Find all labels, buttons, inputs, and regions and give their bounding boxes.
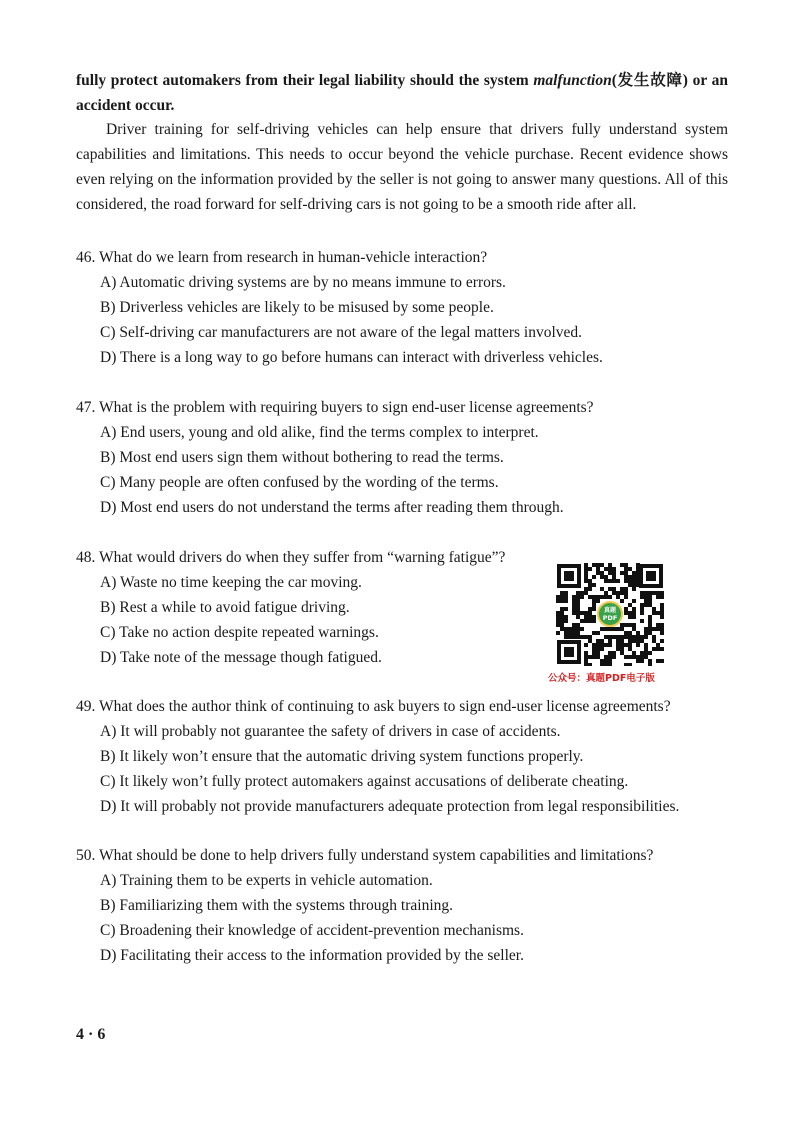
option-d: D) There is a long way to go before humans can interact with driverless vehicles. <box>100 349 603 366</box>
option-b: B) Driverless vehicles are likely to be misused by some people. <box>100 299 494 316</box>
option-c: C) Many people are often confused by the wording of the terms. <box>100 474 499 491</box>
question-stem: 46. What do we learn from research in human-vehicle interaction? <box>76 249 488 266</box>
question-stem: 49. What does the author think of continuing to ask buyers to sign end-user license agreements? <box>76 698 671 715</box>
option-b: B) Rest a while to avoid fatigue driving. <box>100 599 350 616</box>
passage-p1-before: fully protect automakers from their legal liability should the system <box>76 72 534 89</box>
qr-code[interactable] <box>555 562 665 666</box>
question-49 <box>76 694 736 819</box>
passage-paragraph-1 <box>76 68 728 118</box>
option-c: C) Broadening their knowledge of accident-prevention mechanisms. <box>100 922 524 939</box>
option-d: D) Take note of the message though fatigued. <box>100 649 382 666</box>
question-50 <box>76 843 736 968</box>
passage-paragraph-2: Driver training for self-driving vehicles can help ensure that drivers fully understand system capabilities and limitations. This needs to occur beyond the vehicle purchase. Recent evidence shows even relying on the information provided by the seller is not going to answer many questions. All of this considered, the road forward for self-driving cars is not going to be a smooth ride after all. <box>76 121 728 213</box>
option-b: B) Familiarizing them with the systems through training. <box>100 897 454 914</box>
question-stem: 47. What is the problem with requiring buyers to sign end-user license agreements? <box>76 399 594 416</box>
option-d: D) It will probably not provide manufacturers adequate protection from legal responsibilities. <box>100 798 680 815</box>
option-c: C) It likely won’t fully protect automakers against accusations of deliberate cheating. <box>100 773 629 790</box>
option-a: A) Automatic driving systems are by no means immune to errors. <box>100 274 506 291</box>
option-d: D) Facilitating their access to the information provided by the seller. <box>100 947 524 964</box>
option-a: A) End users, young and old alike, find the terms complex to interpret. <box>100 424 539 441</box>
question-stem: 48. What would drivers do when they suffer from “warning fatigue”? <box>76 549 506 566</box>
option-b: B) It likely won’t ensure that the automatic driving system functions properly. <box>100 748 584 765</box>
option-a: A) Waste no time keeping the car moving. <box>100 574 362 591</box>
question-47 <box>76 395 736 520</box>
question-stem: 50. What should be done to help drivers fully understand system capabilities and limitations? <box>76 847 654 864</box>
page-number: 4 · 6 <box>76 1026 106 1043</box>
option-a: A) It will probably not guarantee the safety of drivers in case of accidents. <box>100 723 561 740</box>
option-c: C) Self-driving car manufacturers are not aware of the legal matters involved. <box>100 324 583 341</box>
qr-caption: 公众号：真题PDF电子版 <box>548 673 655 684</box>
question-46 <box>76 245 736 370</box>
option-b: B) Most end users sign them without bothering to read the terms. <box>100 449 504 466</box>
passage-p1-term: malfunction <box>533 72 612 89</box>
qr-badge-top-text: 真题 <box>603 607 617 614</box>
option-c: C) Take no action despite repeated warnings. <box>100 624 379 641</box>
passage-p1-after: or an accident occur. <box>76 72 728 114</box>
option-a: A) Training them to be experts in vehicle automation. <box>100 872 433 889</box>
passage-p1-gloss: (发生故障) <box>611 72 688 89</box>
qr-badge-bottom-text: PDF <box>602 614 618 622</box>
option-d: D) Most end users do not understand the terms after reading them through. <box>100 499 564 516</box>
